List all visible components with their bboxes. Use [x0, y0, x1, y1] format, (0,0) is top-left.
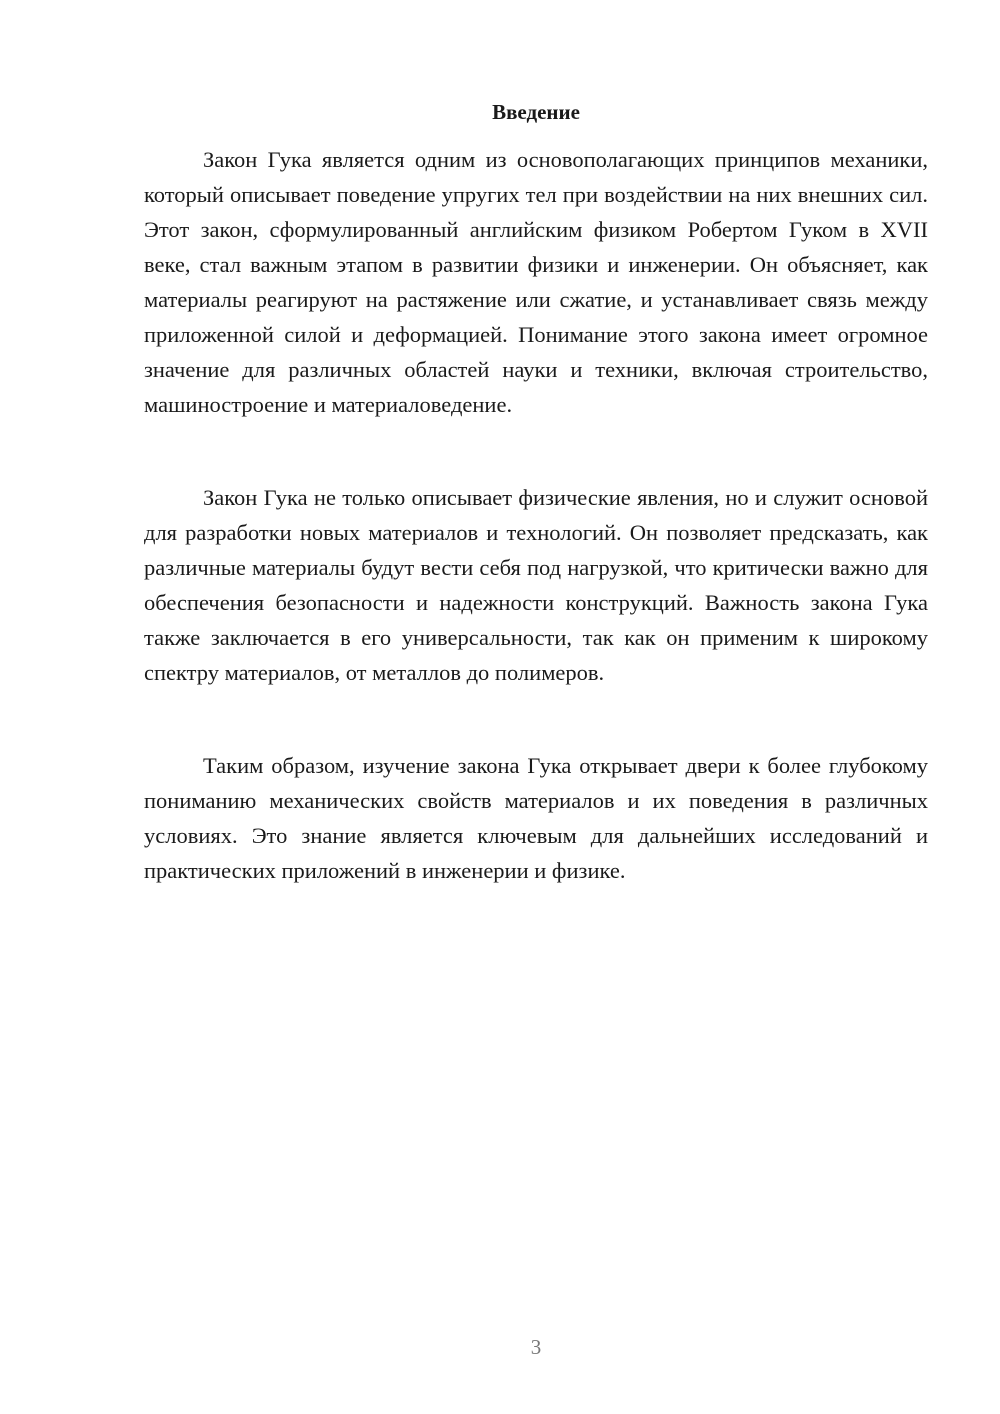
paragraph-3: Таким образом, изучение закона Гука открывает двери к более глубокому пониманию механических свойств материалов и их поведения в различных условиях. Это знание является ключевым для дальнейших исследований и практических приложений в инженерии и физике. [144, 753, 928, 883]
page-number: 3 [530, 1335, 542, 1359]
paragraph-2: Закон Гука не только описывает физические явления, но и служит основой для разработки новых материалов и технологий. Он позволяет предсказать, как различные материалы будут вести себя под нагрузкой, что критически важно для обеспечения безопасности и надежности конструкций. Важность закона Гука также заключается в его универсальности, так как он применим к широкому спектру материалов, от металлов до полимеров. [144, 485, 928, 685]
section-heading: Введение [492, 100, 580, 124]
paragraph-1: Закон Гука является одним из основополагающих принципов механики, который описывает поведение упругих тел при воздействии на них внешних сил. Этот закон, сформулированный английским физиком Робертом Гуком в XVII веке, стал важным этапом в развитии физики и инженерии. Он объясняет, как материалы реагируют на растяжение или сжатие, и устанавливает связь между приложенной силой и деформацией. Понимание этого закона имеет огромное значение для различных областей науки и техники, включая строительство, машиностроение и материаловедение. [144, 147, 928, 417]
